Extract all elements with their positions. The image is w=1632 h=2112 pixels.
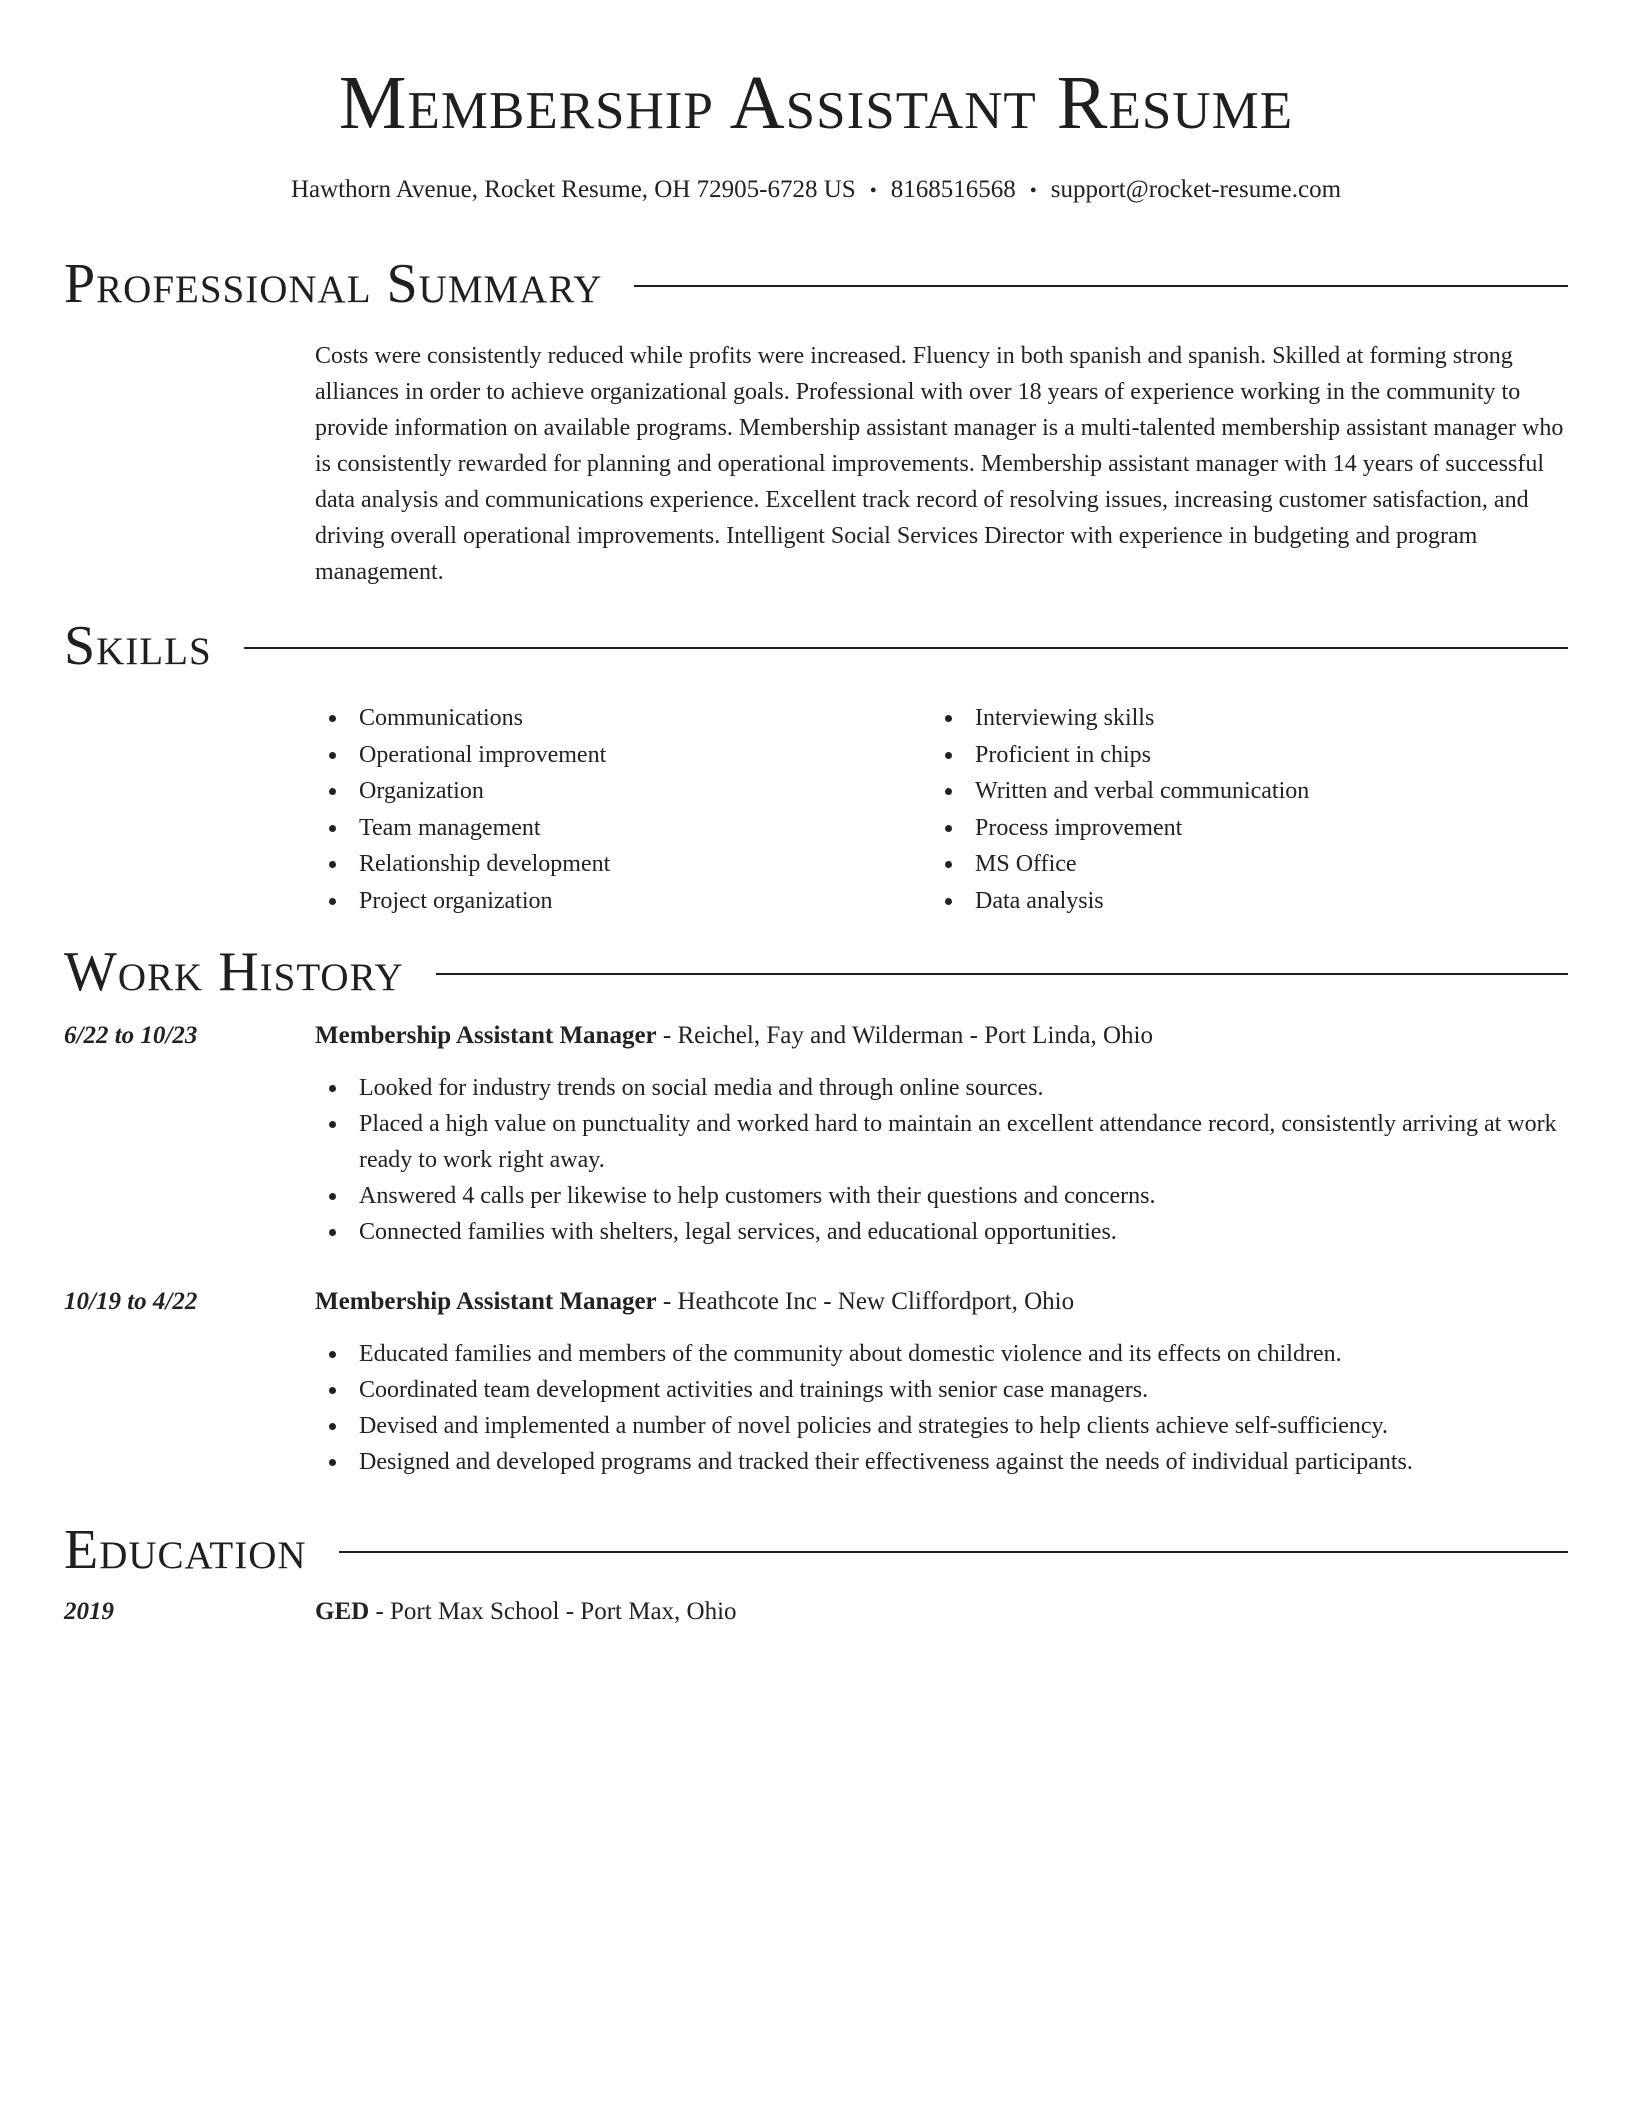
job-bullet [315,1444,1568,1480]
bullet-icon [945,752,952,759]
bullet-icon [329,898,336,905]
contact-email: support@rocket-resume.com [1050,176,1342,203]
job-title: Membership Assistant Manager [315,1022,657,1049]
bullet-icon [329,752,336,759]
contact-line [64,172,1568,209]
skill-label: Data analysis [975,887,1104,914]
contact-separator: • [1029,180,1037,202]
bullet-icon [329,715,336,722]
skill-item [315,810,931,847]
section-divider [436,973,1568,975]
section-divider [244,647,1568,649]
skill-label: Process improvement [975,814,1183,841]
skills-column-left [315,700,931,919]
skill-label: Proficient in chips [975,741,1151,768]
skill-item [931,883,1547,920]
skill-item [931,737,1547,774]
job-heading [315,1018,1153,1054]
skills-column-right [931,700,1547,919]
section-header-summary [64,252,1568,316]
bullet-icon [945,715,952,722]
contact-separator: • [869,180,877,202]
section-title-work: Work History [64,941,404,1003]
job-bullet-text: Educated families and members of the community about domestic violence and its effects on children. [359,1341,1342,1367]
job-heading [315,1284,1074,1320]
section-title-skills: Skills [64,615,212,677]
skill-item [931,810,1547,847]
skill-label: MS Office [975,851,1077,877]
job-employer: - Heathcote Inc - New Cliffordport, Ohio [656,1288,1075,1315]
job-bullet-list [315,1336,1568,1480]
job-bullet-text: Answered 4 calls per likewise to help customers with their questions and concerns. [359,1183,1156,1209]
bullet-icon [945,898,952,905]
skill-item [315,700,931,737]
job-bullet-list [315,1070,1568,1250]
skill-item [315,883,931,920]
summary-text: Costs were consistently reduced while profits were increased. Fluency in both spanish and spanish. Skilled at forming strong alliances in order to achieve organizational goals. Professional with over 18 years of experience working in the community to provide information on available programs. Membership assistant manager is a multi-talented membership assistant manager who is consistently rewarded for planning and operational improvements. Membership assistant manager with 14 years of successful data analysis and communications experience. Excellent track record of resolving issues, increasing customer satisfaction, and driving overall operational improvements. Intelligent Social Services Director with experience in budgeting and program management. [315,343,1564,585]
skill-item [315,846,931,883]
job-bullet [315,1336,1568,1372]
job-bullet-text: Looked for industry trends on social media and through online sources. [359,1075,1044,1101]
job-title: Membership Assistant Manager [315,1288,657,1315]
bullet-icon [329,1351,336,1358]
skill-label: Organization [359,778,484,804]
education-year: 2019 [64,1598,114,1625]
section-header-work [64,940,1568,1004]
education-heading [315,1594,737,1630]
resume-title: Membership Assistant Resume [338,61,1294,145]
job-bullet [315,1070,1568,1106]
bullet-icon [945,788,952,795]
skill-label: Team management [359,814,541,841]
skill-item [315,737,931,774]
skill-item [931,846,1547,883]
bullet-icon [329,861,336,868]
job-bullet [315,1372,1568,1408]
section-divider [634,285,1568,287]
bullet-icon [329,1387,336,1394]
skill-label: Communications [359,705,523,731]
job-bullet [315,1106,1568,1178]
education-school: - Port Max School - Port Max, Ohio [369,1598,737,1625]
bullet-icon [329,1193,336,1200]
bullet-icon [945,861,952,868]
skill-label: Relationship development [359,851,611,877]
skill-item [931,773,1547,810]
bullet-icon [329,788,336,795]
job-bullet-text: Placed a high value on punctuality and worked hard to maintain an excellent attendance record, consistently arriving at work ready to work right away. [359,1111,1557,1173]
job-bullet-text: Devised and implemented a number of novel policies and strategies to help clients achieve self-sufficiency. [359,1413,1388,1439]
bullet-icon [329,1229,336,1236]
skills-grid [315,700,1568,919]
contact-address: Hawthorn Avenue, Rocket Resume, OH 72905-6728 US [290,176,856,203]
bullet-icon [945,825,952,832]
bullet-icon [329,1423,336,1430]
skill-label: Interviewing skills [975,705,1155,731]
bullet-icon [329,1459,336,1466]
job-bullet [315,1178,1568,1214]
job-bullet-text: Coordinated team development activities and trainings with senior case managers. [359,1377,1149,1403]
job-bullet-text: Designed and developed programs and tracked their effectiveness against the needs of individual participants. [359,1449,1413,1475]
job-dates: 6/22 to 10/23 [64,1022,198,1049]
bullet-icon [329,1121,336,1128]
skill-item [315,773,931,810]
section-title-education: Education [64,1519,307,1581]
section-header-skills [64,614,1568,678]
section-divider [339,1551,1568,1553]
job-bullet-text: Connected families with shelters, legal services, and educational opportunities. [359,1219,1117,1245]
job-bullet [315,1408,1568,1444]
job-bullet [315,1214,1568,1250]
section-header-education [64,1518,1568,1582]
section-title-summary: Professional Summary [64,253,603,315]
bullet-icon [329,825,336,832]
skill-item [931,700,1547,737]
bullet-icon [329,1085,336,1092]
skill-label: Operational improvement [359,741,607,768]
skill-label: Project organization [359,887,553,914]
job-dates: 10/19 to 4/22 [64,1288,198,1315]
contact-phone: 8168516568 [890,176,1016,203]
skill-label: Written and verbal communication [975,778,1310,804]
job-employer: - Reichel, Fay and Wilderman - Port Linda, Ohio [656,1022,1153,1049]
education-degree: GED [315,1598,370,1625]
